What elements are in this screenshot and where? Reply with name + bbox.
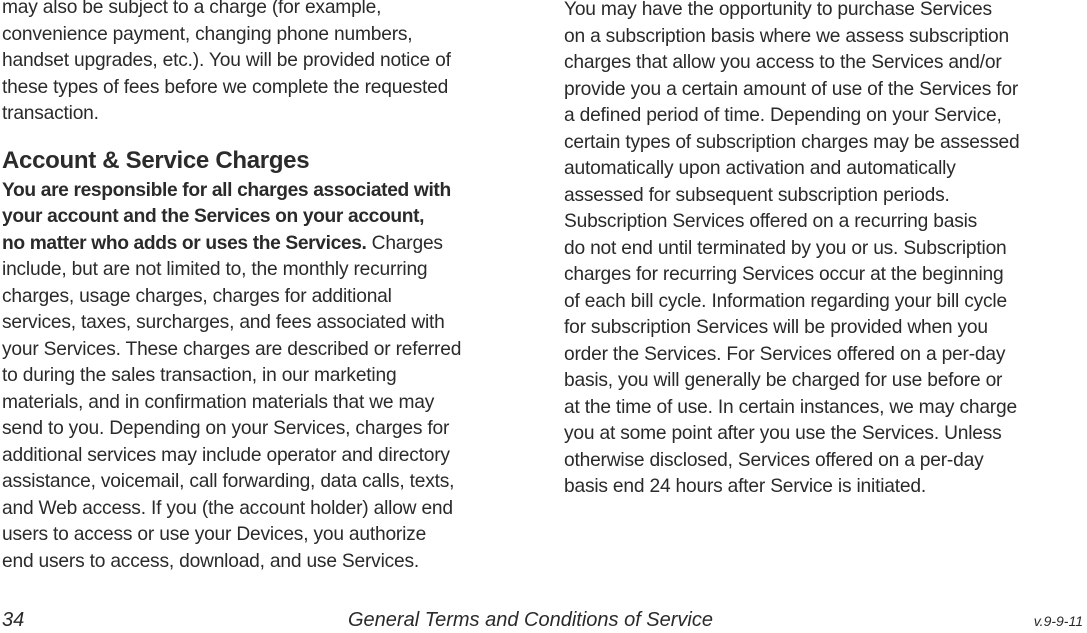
intro-line: handset upgrades, etc.). You will be provided notice of [2,50,451,71]
left-column [2,0,527,575]
body-line: to during the sales transaction, in our marketing [2,365,397,386]
body-line: of each bill cycle. Information regarding your bill cycle [564,290,1007,312]
body-line: do not end until terminated by you or us. Subscription [564,237,1007,259]
page-footer [0,609,1087,633]
body-line: order the Services. For Services offered on a per-day [564,343,1006,365]
bold-line: You are responsible for all charges associated with [2,179,451,201]
body-line: automatically upon activation and automatically [564,158,956,179]
body-line: assistance, voicemail, call forwarding, data calls, texts, [2,471,455,492]
version-label: v.9-9-11 [1033,613,1083,629]
body-line: your Services. These charges are described or referred [2,338,462,360]
body-line: and Web access. If you (the account holder) allow end [2,497,453,519]
body-line: certain types of subscription charges may be assessed [564,131,1020,153]
body-line: charges for recurring Services occur at the beginning [564,264,1004,285]
body-line: include, but are not limited to, the monthly recurring [2,259,428,280]
intro-line: these types of fees before we complete the requested [2,76,449,98]
page-number: 34 [2,609,25,631]
body-line: for subscription Services will be provided when you [564,317,988,338]
intro-line: convenience payment, changing phone numbers, [2,23,413,45]
body-line: services, taxes, surcharges, and fees associated with [2,312,445,333]
body-line: Subscription Services offered on a recurring basis [564,211,978,232]
body-line: on a subscription basis where we assess subscription [564,25,1009,47]
body-line: otherwise disclosed, Services offered on a per-day [564,449,984,471]
body-line: you at some point after you use the Services. Unless [564,423,1002,444]
body-line: send to you. Depending on your Services, charges for [2,418,450,439]
body-line: at the time of use. In certain instances, we may charge [564,396,1017,418]
mixed-line-rest: Charges [366,232,443,254]
body-line: basis, you will generally be charged for use before or [564,370,1003,391]
body-line: You may have the opportunity to purchase Services [564,0,992,20]
body-line: charges that allow you access to the Services and/or [564,52,1002,73]
body-line: provide you a certain amount of use of the Services for [564,78,1019,100]
footer-title: General Terms and Conditions of Service [348,609,713,631]
intro-line: may also be subject to a charge (for example, [2,0,382,18]
body-line: a defined period of time. Depending on your Service, [564,105,1002,126]
intro-line: transaction. [2,103,99,124]
right-column [564,0,1086,501]
body-line: end users to access, download, and use Services. [2,550,420,572]
bold-line: your account and the Services on your account, [2,206,425,227]
section-heading: Account & Service Charges [2,146,310,174]
body-line: basis end 24 hours after Service is initiated. [564,476,926,497]
mixed-line [2,231,527,258]
body-line: charges, usage charges, charges for additional [2,285,392,307]
mixed-line-bold: no matter who adds or uses the Services. [2,232,367,254]
body-line: assessed for subsequent subscription periods. [564,184,950,206]
body-line: additional services may include operator and directory [2,444,450,466]
body-line: materials, and in confirmation materials that we may [2,391,435,413]
body-line: users to access or use your Devices, you authorize [2,524,427,545]
